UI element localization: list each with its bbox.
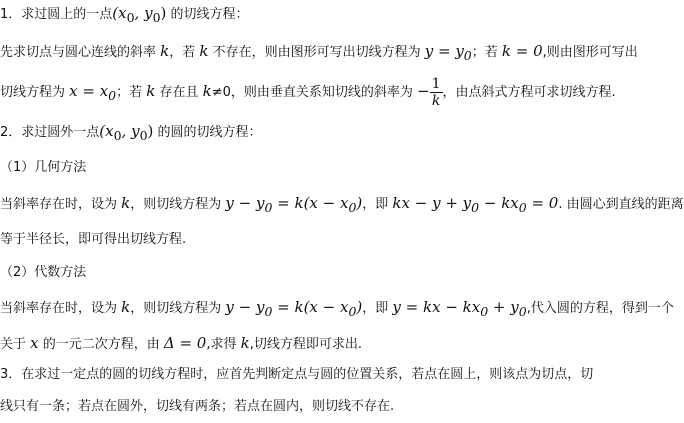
math-k: k <box>202 82 212 100</box>
text: 的切线方程： <box>166 7 249 22</box>
subheading-algebraic: （2）代数方法 <box>0 265 87 280</box>
paragraph-line: 线只有一条；若点在圆外，切线有两条；若点在圆内，则切线不存在. <box>0 399 395 414</box>
math-eq: $y = y_0$ <box>424 42 472 63</box>
math-minus: − <box>417 82 430 100</box>
math-eq: y = kx − $kx_0 + y_0$ <box>392 298 527 319</box>
heading-2: 2．求过圆外一点($x_0$, $y_0$) 的圆的切线方程： <box>0 122 262 143</box>
math-k: k <box>160 42 170 60</box>
subheading-geometric: （1）几何方法 <box>0 160 87 175</box>
paragraph-line: 当斜率存在时，设为 k，则切线方程为 $y - y_0 = k(x - x_0)$，即 kx − $y + y_0 - kx_0 = 0$. 由圆心到直线的距离 <box>0 194 684 215</box>
math-k: k <box>146 82 156 100</box>
math-point: ($x_0$, $y_0$) <box>112 4 167 25</box>
text: 1．求过圆上的一点 <box>0 7 113 22</box>
math-eq: $x = x_0$ <box>69 82 117 103</box>
paragraph-line: 切线方程为 $x = x_0$；若 k 存在且 k≠0，则由垂直关系知切线的斜率为 − $\frac{1}{k}$ ，由点斜式方程可求切线方程. <box>0 76 616 109</box>
paragraph-line: 等于半径长，即可得出切线方程. <box>0 232 187 247</box>
math-k: k <box>121 298 131 316</box>
math-eq: $y - y_0 = k(x - x_0)$ <box>225 298 363 319</box>
fraction: $\frac{1}{k}$ <box>431 76 441 109</box>
paragraph-line: 3．在求过一定点的圆的切线方程时，应首先判断定点与圆的位置关系，若点在圆上，则该点为切点，切 <box>0 367 594 382</box>
paragraph-line: 关于 x 的一元二次方程，由 Δ = 0,求得 k,切线方程即可求出. <box>0 334 362 352</box>
math-eq: Δ = 0 <box>163 334 207 352</box>
math-k: k <box>240 334 250 352</box>
paragraph-line: 先求切点与圆心连线的斜率 k，若 k 不存在，则由图形可写出切线方程为 $y = y_0$；若 k = 0,则由图形可写出 <box>0 42 638 63</box>
math-x: x <box>30 334 39 352</box>
math-point: ($x_0$, $y_0$) <box>99 122 154 143</box>
math-k: k <box>199 42 209 60</box>
math-eq: k = 0 <box>501 42 543 60</box>
paragraph-line: 当斜率存在时，设为 k，则切线方程为 $y - y_0 = k(x - x_0)$，即 y = kx − $kx_0 + y_0$,代入圆的方程，得到一个 <box>0 298 674 319</box>
math-eq: $y - y_0 = k(x - x_0)$ <box>225 194 363 215</box>
math-eq: kx − $y + y_0 - kx_0 = 0$ <box>392 194 559 215</box>
math-k: k <box>121 194 131 212</box>
heading-1 <box>0 2 640 29</box>
